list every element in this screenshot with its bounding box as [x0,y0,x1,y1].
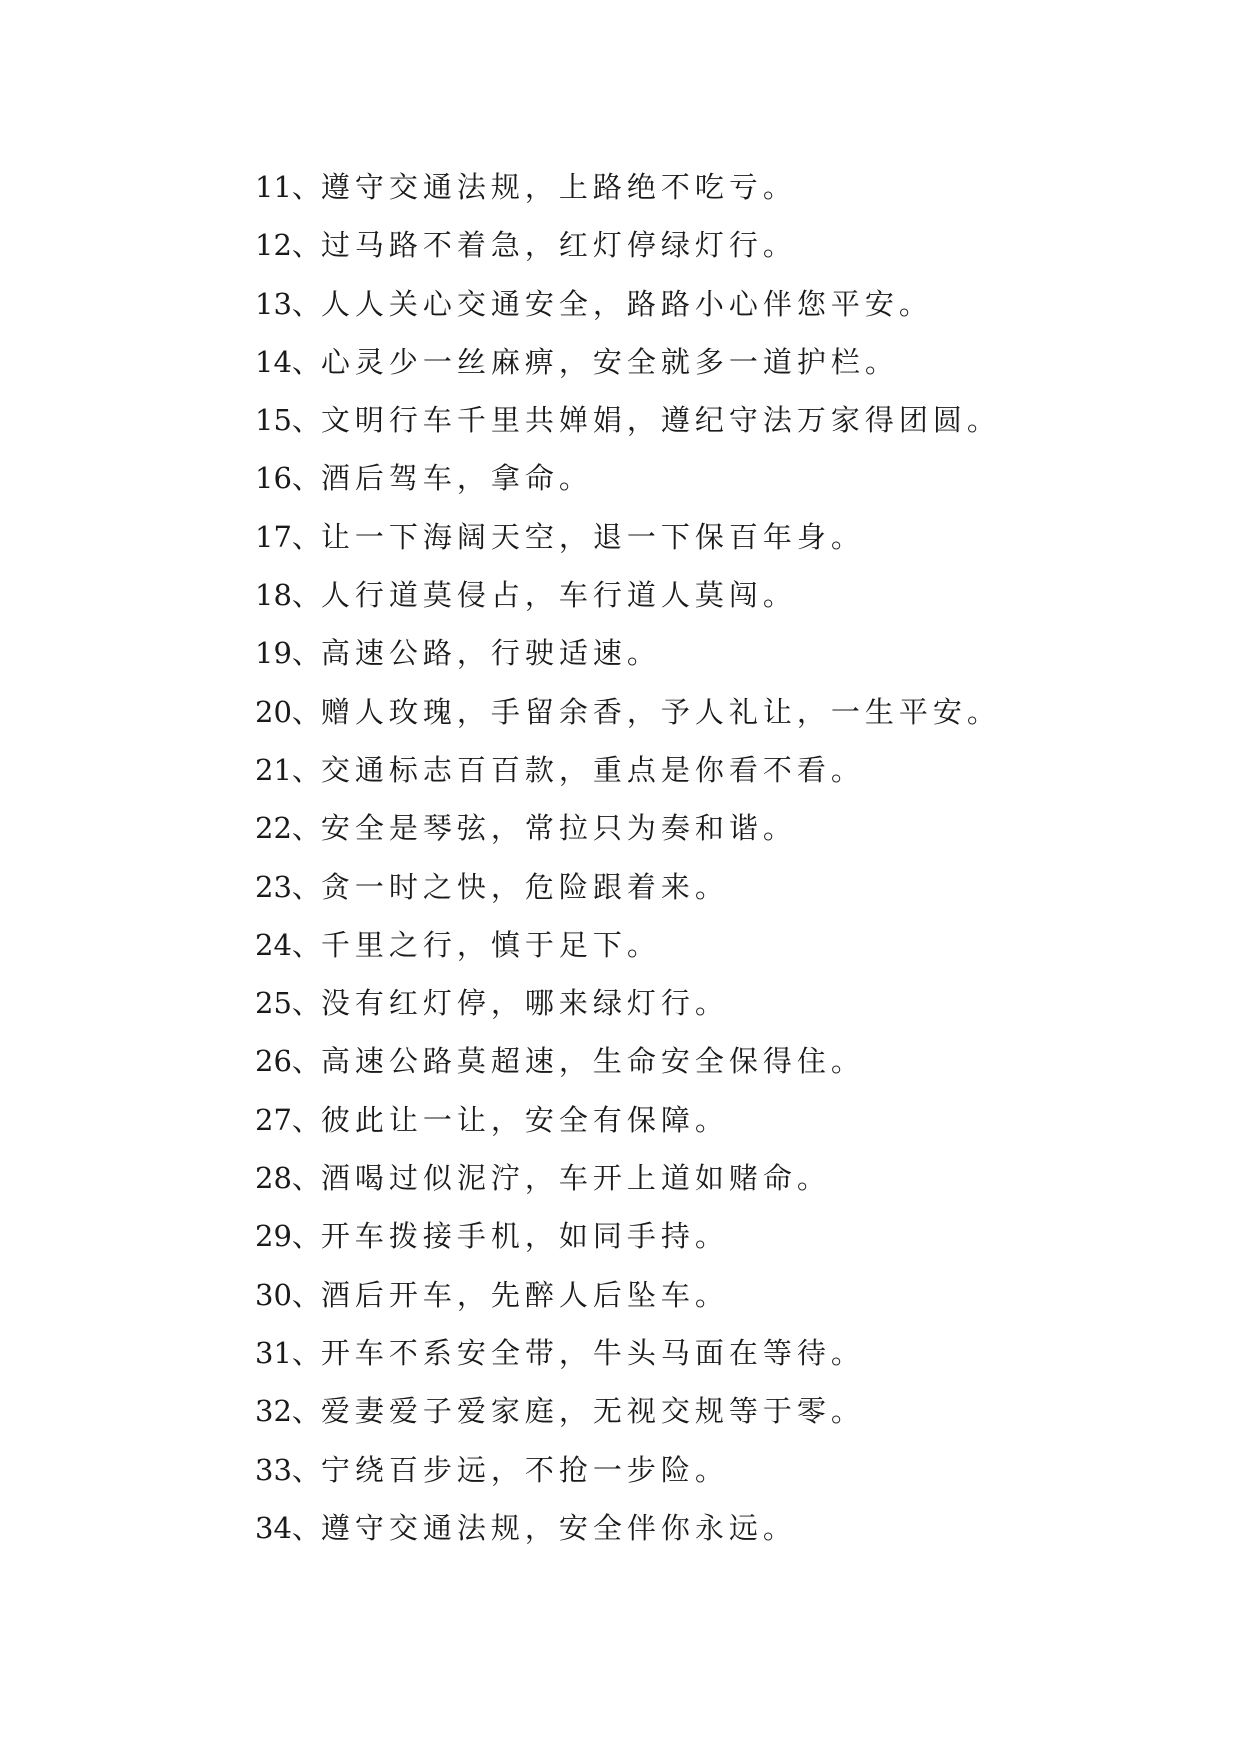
item-text: 开车拨接手机，如同手持。 [320,1219,729,1254]
list-item [255,1032,1001,1090]
item-number: 11、 [255,170,321,204]
item-text: 交通标志百百款，重点是你看不看。 [320,752,865,787]
item-text: 彼此让一让，安全有保障。 [320,1102,729,1137]
item-text: 没有红灯停，哪来绿灯行。 [320,986,729,1021]
list-item [255,158,1001,216]
item-text: 遵守交通法规，上路绝不吃亏。 [320,170,797,204]
item-text: 酒喝过似泥泞，车开上道如赌命。 [320,1161,831,1196]
item-text: 安全是琴弦，常拉只为奏和谐。 [320,811,797,846]
list-item [255,216,1001,274]
item-number: 15、 [255,403,321,438]
item-number: 16、 [255,461,321,496]
item-number: 18、 [255,578,321,613]
list-item [255,1207,1001,1265]
item-number: 12、 [255,228,321,263]
item-number: 23、 [255,869,321,904]
item-number: 34、 [255,1510,321,1545]
list-item [255,1382,1001,1440]
list-item [255,1091,1001,1149]
item-text: 人人关心交通安全，路路小心伴您平安。 [320,286,933,321]
item-text: 千里之行，慎于足下。 [320,927,661,962]
slogan-list [255,158,1001,1557]
item-text: 让一下海阔天空，退一下保百年身。 [320,519,865,554]
list-item [255,449,1001,507]
item-text: 开车不系安全带，牛头马面在等待。 [320,1335,865,1370]
list-item [255,1324,1001,1382]
list-item [255,1149,1001,1207]
list-item [255,683,1001,741]
item-number: 21、 [255,752,321,787]
list-item [255,974,1001,1032]
list-item [255,799,1001,857]
item-text: 酒后开车，先醉人后坠车。 [320,1277,729,1312]
item-number: 29、 [255,1219,321,1254]
item-number: 19、 [255,636,321,671]
item-text: 文明行车千里共婵娟，遵纪守法万家得团圆。 [320,403,1001,438]
item-text: 高速公路，行驶适速。 [320,636,661,671]
item-text: 过马路不着急，红灯停绿灯行。 [320,228,797,263]
item-text: 赠人玫瑰，手留余香，予人礼让，一生平安。 [320,694,1001,729]
list-item [255,1266,1001,1324]
item-number: 13、 [255,286,321,321]
list-item [255,275,1001,333]
item-number: 22、 [255,811,321,846]
list-item [255,1499,1001,1557]
item-number: 28、 [255,1161,321,1196]
item-number: 25、 [255,986,321,1021]
list-item [255,858,1001,916]
list-item [255,508,1001,566]
list-item [255,624,1001,682]
list-item [255,1441,1001,1499]
list-item [255,566,1001,624]
item-text: 酒后驾车，拿命。 [320,461,593,496]
list-item [255,391,1001,449]
item-text: 高速公路莫超速，生命安全保得住。 [320,1044,865,1079]
item-number: 30、 [255,1277,321,1312]
item-text: 贪一时之快，危险跟着来。 [320,869,729,904]
item-number: 20、 [255,694,321,729]
list-item [255,333,1001,391]
item-text: 宁绕百步远，不抢一步险。 [320,1452,729,1487]
item-text: 心灵少一丝麻痹，安全就多一道护栏。 [320,344,899,379]
item-number: 26、 [255,1044,321,1079]
item-number: 27、 [255,1102,321,1137]
item-number: 33、 [255,1452,321,1487]
list-item [255,741,1001,799]
item-text: 爱妻爱子爱家庭，无视交规等于零。 [320,1394,865,1429]
item-number: 31、 [255,1335,321,1370]
item-text: 人行道莫侵占，车行道人莫闯。 [320,578,797,613]
item-number: 17、 [255,519,321,554]
item-text: 遵守交通法规，安全伴你永远。 [320,1510,797,1545]
item-number: 14、 [255,344,321,379]
item-number: 24、 [255,927,321,962]
list-item [255,916,1001,974]
item-number: 32、 [255,1394,321,1429]
